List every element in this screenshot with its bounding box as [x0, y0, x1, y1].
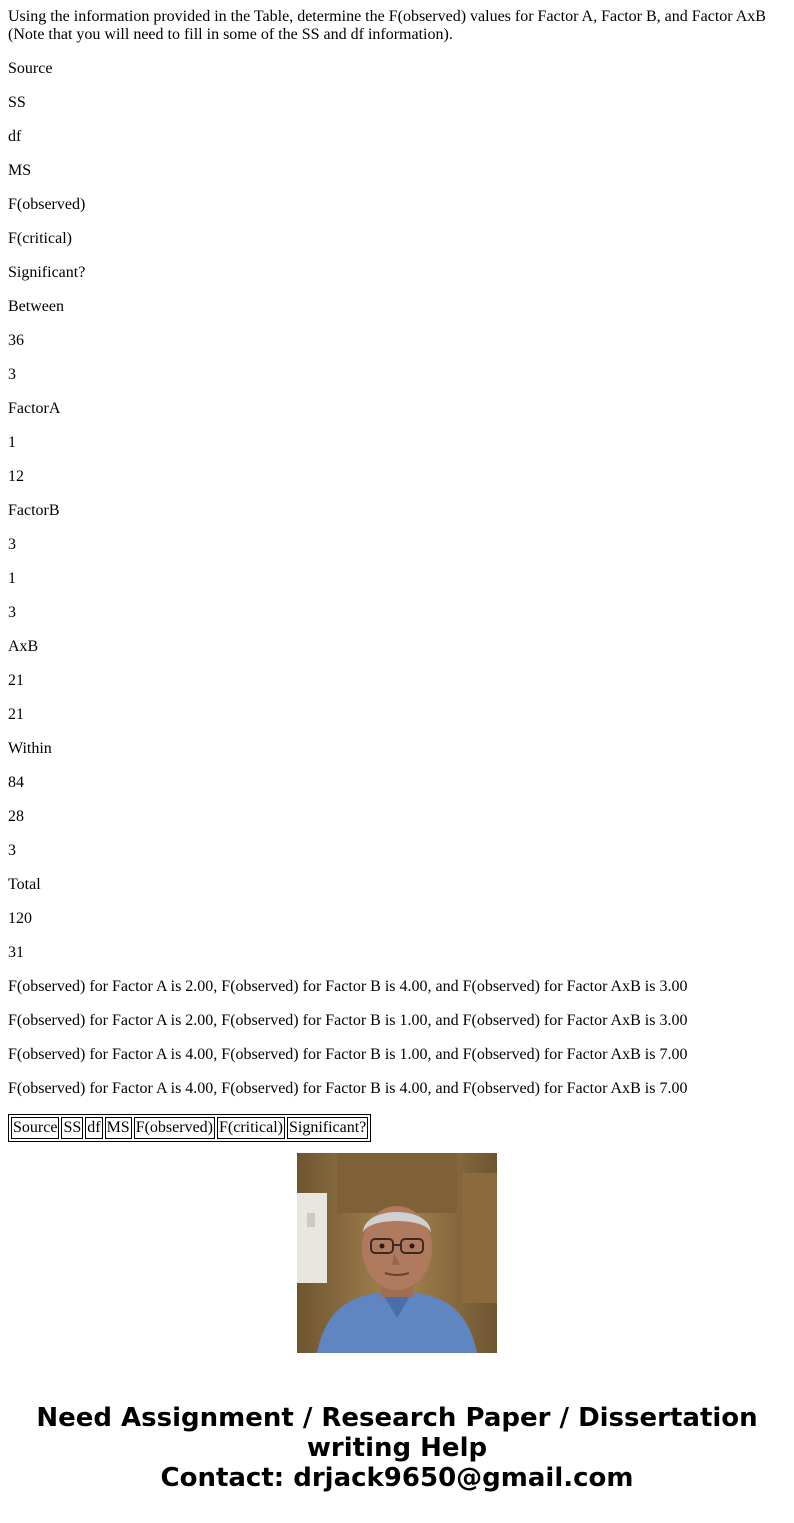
question-text: Using the information provided in the Table, determine the F(observed) values for Factor A, Factor B, and Factor AxB (Note that you will need to fill in some of the SS and df information). [8, 8, 766, 43]
table-cell: 21 [8, 672, 24, 689]
answer-option[interactable]: F(observed) for Factor A is 2.00, F(observed) for Factor B is 4.00, and F(observed) for Factor AxB is 3.00 [8, 978, 688, 995]
table-header-cell: F(critical) [217, 1117, 285, 1139]
table-cell: 3 [8, 536, 16, 553]
table-header-cell: Significant? [287, 1117, 368, 1139]
table-cell: 3 [8, 604, 16, 621]
answer-option[interactable]: F(observed) for Factor A is 2.00, F(observed) for Factor B is 1.00, and F(observed) for Factor AxB is 3.00 [8, 1012, 688, 1029]
answer-option[interactable]: F(observed) for Factor A is 4.00, F(observed) for Factor B is 4.00, and F(observed) for Factor AxB is 7.00 [8, 1080, 688, 1097]
table-header-cell: df [85, 1117, 102, 1139]
anova-table [8, 1114, 371, 1142]
table-cell: 1 [8, 434, 16, 451]
answer-option[interactable]: F(observed) for Factor A is 4.00, F(observed) for Factor B is 1.00, and F(observed) for Factor AxB is 7.00 [8, 1046, 688, 1063]
table-cell: MS [8, 162, 32, 179]
table-header-cell: Source [11, 1117, 59, 1139]
table-header-row [11, 1117, 368, 1139]
table-header-cell: F(observed) [134, 1117, 215, 1139]
table-cell: 36 [8, 332, 24, 349]
table-cell: 28 [8, 808, 24, 825]
table-cell: AxB [8, 638, 39, 655]
table-cell: df [8, 128, 22, 145]
table-cell: 31 [8, 944, 24, 961]
footer-line: Need Assignment / Research Paper / Dissertation [36, 1403, 758, 1433]
answer-options [8, 978, 778, 1098]
clipped-table [8, 1114, 371, 1136]
footer-line: writing Help [306, 1433, 488, 1463]
table-cell: 3 [8, 366, 16, 383]
table-header-cell: MS [105, 1117, 132, 1139]
table-cell: Source [8, 60, 53, 77]
table-cell: Within [8, 740, 52, 757]
table-cell: 3 [8, 842, 16, 859]
table-cell: 12 [8, 468, 24, 485]
table-cell: SS [8, 94, 26, 111]
table-cell: F(critical) [8, 230, 72, 247]
table-cell: Total [8, 876, 41, 893]
table-cell: Significant? [8, 264, 86, 281]
table-header-cell: SS [61, 1117, 83, 1139]
promo-footer [0, 1403, 794, 1493]
table-cell: 84 [8, 774, 24, 791]
table-cell: Between [8, 298, 64, 315]
table-cells-list [8, 60, 778, 962]
table-cell: 21 [8, 706, 24, 723]
table-cell: FactorB [8, 502, 60, 519]
avatar [297, 1153, 497, 1353]
question-content [8, 8, 778, 1098]
table-cell: F(observed) [8, 196, 86, 213]
table-cell: FactorA [8, 400, 61, 417]
person-photo-icon [297, 1153, 497, 1353]
table-cell: 1 [8, 570, 16, 587]
table-cell: 120 [8, 910, 32, 927]
footer-contact: Contact: drjack9650@gmail.com [160, 1463, 634, 1493]
